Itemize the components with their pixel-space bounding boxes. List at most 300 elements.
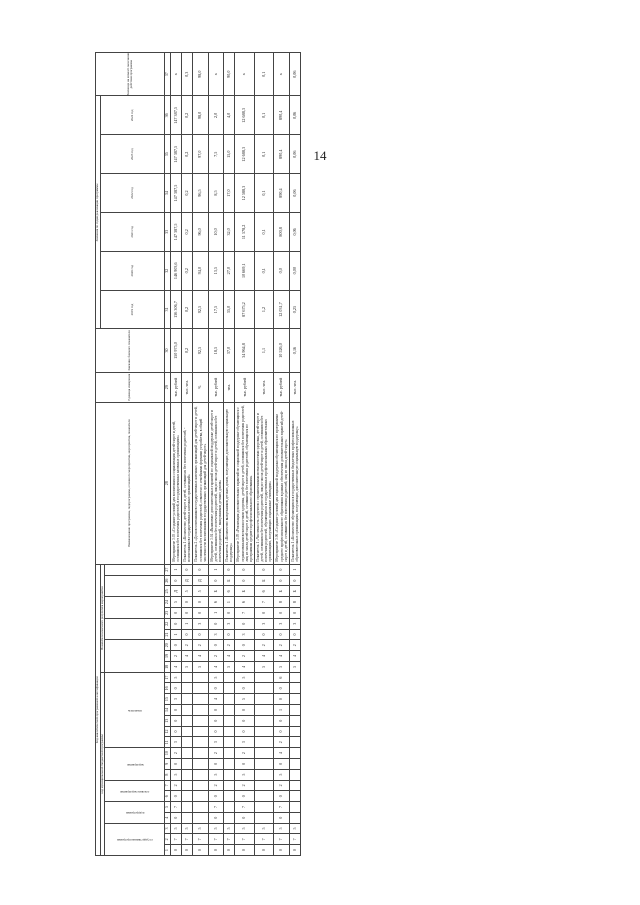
table-row [289,53,300,856]
code-digit: 0 [224,608,235,619]
code-digit [182,769,193,780]
code-digit [289,812,300,823]
code-digit: 0 [182,564,193,575]
code-digit: 0 [235,715,255,726]
row-final-value: х [170,53,181,96]
code-digit: 5 [182,586,193,597]
row-year-value: 146 903,6 [170,251,181,290]
row-year-value: 11 578,2 [235,212,255,251]
code-digit: 0 [254,629,274,640]
code-digit: 0 [274,694,289,705]
row-final-value: 90,0 [224,53,235,96]
m2-code-header [105,575,165,597]
code-digit: Д [193,575,208,586]
row-year-value: 17,5 [208,290,223,329]
code-digit: 0 [235,618,255,629]
code-digit: 6 [254,586,274,597]
code-digit: 6 [208,597,223,608]
code-digit [224,683,235,694]
code-digit: 3 [208,737,223,748]
row-year-value: 0,1 [254,174,274,213]
column-number: 21 [165,629,171,640]
row-year-value: 10,0 [208,212,223,251]
code-digit: 7 [208,802,223,813]
row-year-value: 0,2 [182,212,193,251]
column-number: 22 [165,618,171,629]
code-digit: 2 [208,748,223,759]
code-digit: 5 [208,823,223,834]
row-final-value: х [208,53,223,96]
row-unit: чел. [224,372,235,402]
row-year-value: 15,0 [224,135,235,174]
row-name: Мероприятие 3.04 «Выявление дополнительных гарантий по социальной поддержке детей-сирот и детей, оставшихся без попечения родителей, лиц из числа детей-сирот и детей, оставшихся без попечения родителей, - выпускников детских домов» [208,402,223,564]
code-digit: 0 [208,705,223,716]
code-digit [254,705,274,716]
code-digit: 5 [289,823,300,834]
column-number: 30 [165,329,171,372]
code-digit [254,683,274,694]
code-digit: 0 [193,608,208,619]
column-number: 14 [165,705,171,716]
row-final-value: 0,06 [289,53,300,96]
code-digit: 0 [170,758,181,769]
code-digit [193,715,208,726]
code-digit [254,748,274,759]
code-digit: 0 [208,726,223,737]
row-year-value: 0,1 [254,96,274,135]
code-digit: 0 [208,575,223,586]
codes-group-header: Код аналитической программной классификации [96,564,101,855]
pp2-code-header [105,618,165,640]
code-digit [193,812,208,823]
row-base-value: 1,1 [254,329,274,372]
code-digit [182,780,193,791]
row-year-value: 12 688,3 [235,135,255,174]
code-digit: 0 [170,726,181,737]
gp-code-header: государственная программа [105,823,165,855]
column-number: 12 [165,726,171,737]
column-number: 28 [165,402,171,564]
code-digit [224,694,235,705]
code-digit: 0 [274,715,289,726]
row-name: Мероприятие 3.03 «Создание условий для воспитания и социализации детей-сирот и детей, оставшихся без попечения родителей, в государственных казенных организациях» [170,402,181,564]
code-digit: 5 [182,823,193,834]
code-digit [224,715,235,726]
code-digit: 0 [193,629,208,640]
column-number: 7 [165,780,171,791]
row-unit: тыс. чел. [289,372,300,402]
code-digit: 1 [274,705,289,716]
code-digit: 0 [274,683,289,694]
row-year-value: 96,0 [193,212,208,251]
code-digit: 0 [274,629,289,640]
code-digit: 0 [289,575,300,586]
code-digit: 3 [235,629,255,640]
code-digit [193,737,208,748]
code-digit: 5 [208,769,223,780]
column-number: 4 [165,812,171,823]
row-year-value: 96,5 [193,174,208,213]
code-digit: 5 [170,672,181,683]
code-digit [193,791,208,802]
code-digit: 0 [170,575,181,586]
row-year-value: 27,0 [224,251,235,290]
code-digit [289,780,300,791]
code-digit [193,748,208,759]
code-digit [193,672,208,683]
row-year-value: 87 675,2 [235,290,255,329]
code-digit: 5 [170,597,181,608]
row-year-value: 0,00 [289,251,300,290]
column-number: 32 [165,251,171,290]
row-year-value: 800,8 [274,212,289,251]
code-digit: 0 [274,564,289,575]
row-year-value: 0,2 [182,251,193,290]
code-digit: 5 [235,823,255,834]
code-digit: 2 [235,780,255,791]
code-digit: 0 [274,726,289,737]
code-digit: 0 [235,575,255,586]
code-digit [289,715,300,726]
code-digit: Б [208,586,223,597]
code-digit: 2 [182,640,193,651]
code-digit [193,780,208,791]
column-number: 37 [165,53,171,96]
code-digit: 0 [289,629,300,640]
code-digit [254,726,274,737]
code-digit: 7 [170,802,181,813]
name-column-header: Наименование программы, подпрограммы, основного мероприятия, мероприятия, показателя [96,402,165,564]
code-digit: 0 [274,791,289,802]
code-digit: 0 [170,608,181,619]
code-digit [289,694,300,705]
table-row [254,53,274,856]
code-digit [182,705,193,716]
row-year-value: 0,06 [289,96,300,135]
column-number: 35 [165,135,171,174]
row-year-value: 2,0 [208,96,223,135]
code-digit: 3 [235,737,255,748]
code-digit [182,748,193,759]
code-digit [193,802,208,813]
code-digit: 8 [274,597,289,608]
table-row [224,53,235,856]
code-digit: 2 [170,651,181,662]
year-header-3: 2021 год [100,212,165,251]
column-number: 24 [165,597,171,608]
pp-code-header: подпрограмма [105,802,165,824]
code-digit [254,715,274,726]
code-digit [182,812,193,823]
row-year-value: 12 588,3 [235,174,255,213]
code-digit: 3 [170,737,181,748]
page-number: 14 [313,148,327,163]
code-digit [254,694,274,705]
year-code-header [105,564,165,575]
row-year-value: 12 688,3 [235,96,255,135]
row-year-value: 92,5 [193,290,208,329]
row-year-value: 32,0 [224,212,235,251]
row-unit: тыс. рублей [170,372,181,402]
row-year-value: 147 387,5 [170,135,181,174]
code-digit: 0 [170,715,181,726]
code-digit: 0 [235,564,255,575]
code-digit: 5 [193,586,208,597]
code-digit: 5 [274,661,289,672]
row-year-value: 136 306,7 [170,290,181,329]
code-digit: 5 [274,823,289,834]
column-number: 17 [165,672,171,683]
code-digit [289,726,300,737]
column-number: 19 [165,651,171,662]
code-digit: 0 [170,705,181,716]
table-row [208,53,223,856]
code-digit: 5 [193,661,208,672]
code-digit: 5 [235,769,255,780]
code-digit: 0 [170,791,181,802]
column-number: 6 [165,791,171,802]
code-digit: 7 [254,834,274,845]
code-digit: 2 [208,780,223,791]
row-name: Показатель 1 «Численность студентов с ограниченными возможностями здоровья, детей-сирот и детей, оставшихся без попечения родителей, лиц из числа детей-сирот и детей, оставшихся без попечения родителей, обучающихся в государственных профессиональных образовательных организациях, получающих социальные стипендии» [254,402,274,564]
code-digit: 0 [224,564,235,575]
code-digit [289,705,300,716]
code-digit [193,683,208,694]
code-digit [224,737,235,748]
code-digit: 0 [274,575,289,586]
code-digit [254,769,274,780]
code-digit: 0 [193,564,208,575]
code-digit: 5 [182,661,193,672]
row-year-value: 12 031,7 [274,290,289,329]
code-digit: Б [274,586,289,597]
final-column-header: Значение на момент окончания действия программы [96,53,165,96]
code-digit: 4 [274,748,289,759]
code-digit [289,769,300,780]
table-row [235,53,255,856]
code-digit [254,737,274,748]
code-digit: 0 [235,683,255,694]
code-digit: 0 [208,845,223,856]
column-number: 26 [165,575,171,586]
program-table [95,52,301,856]
code-digit: 7 [254,597,274,608]
code-digit: 5 [224,661,235,672]
column-number: 1 [165,845,171,856]
code-digit: 4 [193,651,208,662]
row-year-value: 8,5 [208,174,223,213]
code-digit [224,812,235,823]
code-digit: 7 [193,834,208,845]
code-digit: 5 [289,661,300,672]
row-base-value: 34 964,8 [235,329,255,372]
code-digit: 0 [235,812,255,823]
code-digit [289,758,300,769]
code-digit: 0 [170,812,181,823]
rotated-table-container [95,52,573,856]
ind-code-header: показатель [105,672,165,747]
code-digit: 4 [254,651,274,662]
code-digit: 5 [254,661,274,672]
code-digit: 7 [289,834,300,845]
code-digit: 2 [274,640,289,651]
code-digit: 4 [182,651,193,662]
code-digit: 2 [193,640,208,651]
code-digit: 0 [170,640,181,651]
code-digit: 5 [170,769,181,780]
code-digit: 2 [274,780,289,791]
code-digit [224,758,235,769]
code-digit: 4 [170,661,181,672]
row-year-value: 0,2 [182,290,193,329]
code-digit: 0 [170,618,181,629]
row-year-value: 0,2 [182,174,193,213]
row-year-value: 10 669,1 [235,251,255,290]
codes-sub-header: код муниципальной бюджетной программы [100,672,105,855]
code-digit: 5 [224,823,235,834]
code-digit [289,672,300,683]
column-number: 36 [165,96,171,135]
row-year-value: 0,1 [254,212,274,251]
code-digit [254,812,274,823]
code-digit: Д [182,575,193,586]
code-digit [182,737,193,748]
code-digit: 3 [208,629,223,640]
code-digit: 7 [274,802,289,813]
code-digit: 5 [274,769,289,780]
row-year-value: 7,5 [208,135,223,174]
code-digit: 7 [170,834,181,845]
code-digit: 6 [235,597,255,608]
code-digit: 4 [235,661,255,672]
code-digit: 2 [235,651,255,662]
code-digit: 0 [235,845,255,856]
row-unit: тыс. рублей [235,372,255,402]
row-final-value: 0,1 [254,53,274,96]
code-digit: 0 [254,845,274,856]
code-digit: 0 [208,683,223,694]
row-name: Показатель 2 «Доля воспитанников государственных казенных организаций для детей-сирот и детей, оставшихся без попечения родителей, совместно с семейными формами устройства, в общей численности воспитанников государственных организаций для детей-сирот» [193,402,208,564]
row-year-value: 0,1 [254,251,274,290]
code-digit: 0 [274,758,289,769]
code-digit: 3 [170,694,181,705]
code-digit [224,780,235,791]
code-digit [193,726,208,737]
column-number: 29 [165,372,171,402]
code-digit: 2 [254,640,274,651]
year-header-2: 2020 год [100,251,165,290]
row-name: Показатель 1 «Количество обучающихся в государственных бюджетных профессиональных образовательных организациях, получающих дополнительную социальную поддержку» [289,402,300,564]
code-digit: 3 [254,618,274,629]
row-base-value: 37,0 [224,329,235,372]
column-number: 18 [165,661,171,672]
code-digit [182,672,193,683]
code-digit [224,802,235,813]
code-digit: 3 [289,618,300,629]
row-base-value: 92,5 [193,329,208,372]
code-digit: 0 [235,791,255,802]
code-digit: 5 [235,694,255,705]
code-digit: 0 [235,758,255,769]
code-digit [254,758,274,769]
code-digit: Д [170,586,181,597]
code-digit: 0 [193,597,208,608]
row-unit: тыс. рублей [208,372,223,402]
code-digit: 7 [235,834,255,845]
code-digit [289,802,300,813]
row-unit: % [193,372,208,402]
row-base-value: 150 975,0 [170,329,181,372]
year-header-4: 2022 год [100,174,165,213]
code-digit: 5 [193,823,208,834]
row-year-value: 890,4 [274,135,289,174]
row-year-value: 98,0 [193,96,208,135]
code-digit [193,694,208,705]
code-digit [182,694,193,705]
row-year-value: 94,0 [193,251,208,290]
row-year-value: 890,4 [274,96,289,135]
code-digit: 1 [289,564,300,575]
column-number: 2 [165,834,171,845]
code-digit: 8 [289,597,300,608]
code-digit [224,769,235,780]
code-digit [254,791,274,802]
code-digit: 0 [235,705,255,716]
code-digit: 5 [208,672,223,683]
code-digit [289,683,300,694]
row-year-value: 0,2 [182,96,193,135]
table-row [274,53,289,856]
row-year-value: 890,4 [274,174,289,213]
code-digit [182,683,193,694]
code-digit: 2 [170,780,181,791]
code-digit [289,791,300,802]
code-digit [193,758,208,769]
column-number: 20 [165,640,171,651]
code-digit: 0 [182,629,193,640]
code-digit: 7 [274,834,289,845]
row-year-value: 97,0 [193,135,208,174]
code-digit [193,769,208,780]
year-header-5: 2023 год [100,135,165,174]
row-unit: тыс. рублей [274,372,289,402]
row-final-value: 0,3 [182,53,193,96]
row-year-value: 35,0 [224,290,235,329]
row-final-value: х [235,53,255,96]
table-row [182,53,193,856]
row-base-value: 18,5 [208,329,223,372]
code-digit [224,672,235,683]
row-base-value: 0,16 [289,329,300,372]
row-name: Мероприятие 3.05 «Реализация дополнительных гарантий по социальной поддержке обучающихся с ограниченными возможностями здоровья, детей-сирот и детей, оставшихся без попечения родителей, лиц из числа детей-сирот и детей, оставшихся без попечения родителей, обучающихся по программам среднего профессионального образования» [235,402,255,564]
code-digit: 6 [274,672,289,683]
column-number: 13 [165,715,171,726]
row-year-value: 147 387,5 [170,212,181,251]
row-year-value: 4,0 [224,96,235,135]
code-digit [289,748,300,759]
code-digit: 4 [289,651,300,662]
row-year-value: 147 387,5 [170,96,181,135]
code-digit: 0 [254,608,274,619]
column-number: 3 [165,823,171,834]
row-name: Показатель 1 «Количество выпускников детских домов, получающих дополнительную социальную поддержку» [224,402,235,564]
code-digit: 5 [170,823,181,834]
code-digit: 0 [235,726,255,737]
code-digit: 0 [208,715,223,726]
column-number: 9 [165,758,171,769]
column-number: 8 [165,769,171,780]
code-digit: 2 [235,748,255,759]
